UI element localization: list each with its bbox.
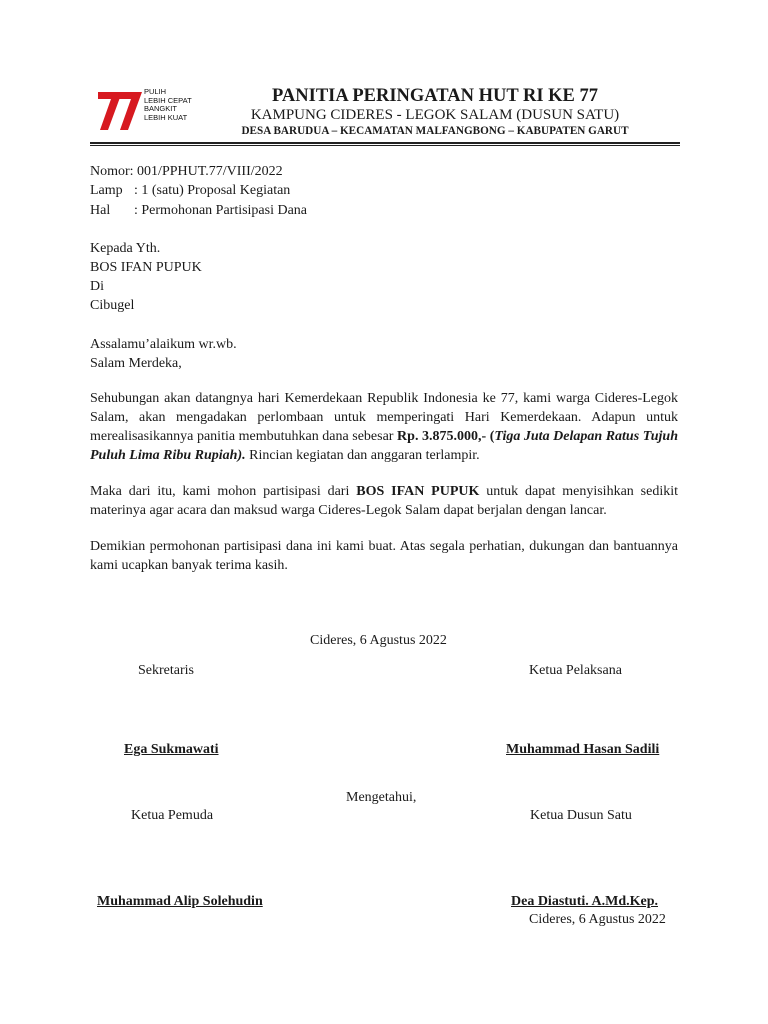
signatory-ketua-pelaksana-name: Muhammad Hasan Sadili — [506, 742, 660, 757]
recipient-name: BOS IFAN PUPUK — [90, 260, 202, 275]
meta-hal-value: : Permohonan Partisipasi Dana — [134, 203, 308, 218]
letterhead-divider-thin — [90, 145, 680, 146]
logo-77-mark — [96, 86, 146, 134]
body-p2-text-end: untuk dapat menyisihkan sedikit materinya agar acara dan maksud warga Cideres-Legok Salam dapat berjalan dengan lancar. — [90, 484, 678, 518]
meta-nomor-value: : 001/PPHUT.77/VIII/2022 — [129, 164, 283, 179]
body-paragraph-2 — [90, 482, 678, 520]
recipient-line: Kepada Yth. — [90, 241, 161, 256]
letterhead-divider — [90, 142, 680, 144]
body-p1-text-end: Rincian kegiatan dan anggaran terlampir. — [245, 448, 480, 463]
body-p1-amount-words: Tiga Juta Delapan Ratus Tujuh Puluh Lima Ribu Rupiah). — [90, 429, 678, 463]
greeting-merdeka: Salam Merdeka, — [90, 356, 182, 371]
logo-tagline-line: BANGKIT — [144, 104, 177, 114]
meta-hal — [90, 201, 307, 220]
meta-nomor — [90, 162, 283, 181]
role-ketua-pemuda: Ketua Pemuda — [131, 808, 214, 823]
role-sekretaris: Sekretaris — [138, 663, 194, 678]
logo-tagline-line: PULIH — [144, 87, 167, 96]
signatory-ketua-pemuda-name: Muhammad Alip Solehudin — [97, 894, 263, 909]
meta-nomor-label: Nomor — [90, 164, 130, 179]
meta-hal-label: Hal — [90, 203, 111, 218]
role-ketua-dusun: Ketua Dusun Satu — [530, 808, 632, 823]
signatory-ketua-dusun-name: Dea Diastuti. A.Md.Kep. — [511, 894, 658, 909]
body-p1-text: Sehubungan akan datangnya hari Kemerdekaan Republik Indonesia ke 77, kami warga Cideres-Legok Salam, akan mengadakan perlombaan untuk memperingati Hari Kemerdekaan. Adapun untuk merealisasikannya panitia membutuhkan dana sebesar — [90, 391, 678, 444]
letterhead-address: DESA BARUDUA – KECAMATAN MALFANGBONG – KABUPATEN GARUT — [241, 125, 629, 137]
body-p1-amount: Rp. 3.875.000,- ( — [397, 429, 495, 444]
logo-tagline — [144, 88, 192, 122]
signing-place-date-footer: Cideres, 6 Agustus 2022 — [529, 912, 666, 927]
body-p2-name: BOS IFAN PUPUK — [356, 484, 480, 499]
recipient-place: Cibugel — [90, 298, 135, 313]
body-paragraph-3: Demikian permohonan partisipasi dana ini kami buat. Atas segala perhatian, dukungan dan bantuannya kami ucapkan banyak terima kasih. — [90, 539, 678, 573]
acknowledged-label: Mengetahui, — [346, 790, 417, 805]
logo-tagline-line: LEBIH CEPAT — [144, 95, 192, 105]
body-p2-text: Maka dari itu, kami mohon partisipasi dari — [90, 484, 357, 499]
greeting-salam: Assalamu’alaikum wr.wb. — [90, 337, 237, 352]
recipient-line: Di — [90, 279, 104, 294]
letterhead-title: PANITIA PERINGATAN HUT RI KE 77 — [271, 86, 599, 106]
role-ketua-pelaksana: Ketua Pelaksana — [529, 663, 622, 678]
body-paragraph-1 — [90, 389, 678, 465]
meta-lamp — [90, 181, 290, 200]
logo-tagline-line: LEBIH KUAT — [144, 112, 188, 122]
meta-lamp-value: : 1 (satu) Proposal Kegiatan — [134, 183, 291, 198]
letterhead-subtitle: KAMPUNG CIDERES - LEGOK SALAM (DUSUN SATU) — [250, 107, 620, 123]
meta-lamp-label: Lamp — [90, 183, 123, 198]
signing-place-date: Cideres, 6 Agustus 2022 — [310, 633, 447, 648]
signatory-sekretaris-name: Ega Sukmawati — [124, 742, 219, 757]
